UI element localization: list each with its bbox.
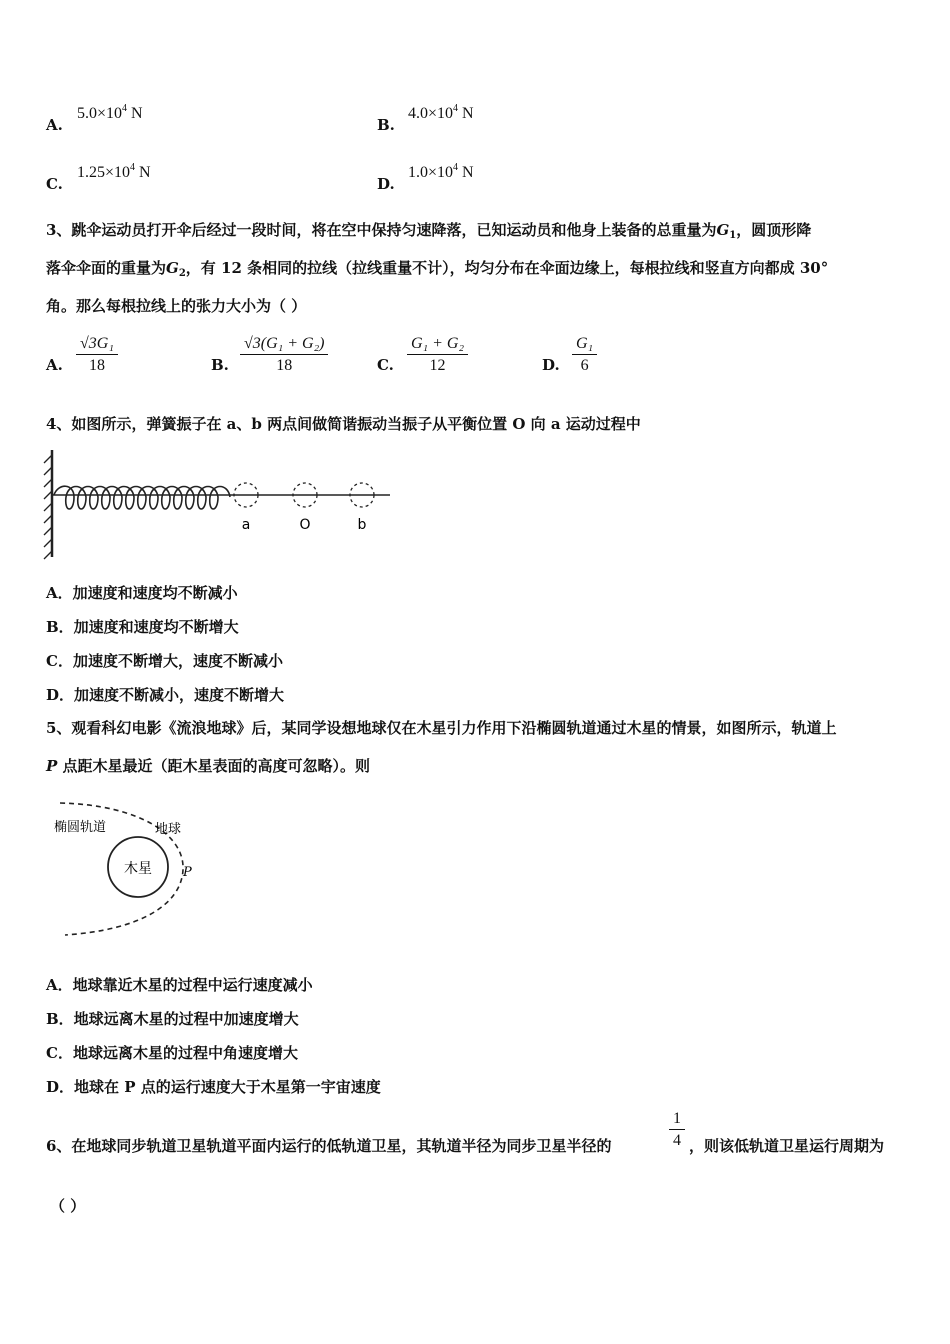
q3-option-b-fraction: $\frac{\text{√3(G₁ + G₂)}}{18}$ — [240, 335, 328, 375]
q2-option-b-value: $4.0\times 10^4$ N — [408, 103, 474, 122]
label-a: a — [241, 517, 251, 533]
q3-option-b-letter: B. — [211, 356, 229, 374]
q3-stem-line2: 落伞伞面的重量为$G_2$，有 12 条相同的拉线（拉线重量不计），均匀分布在伞面边缘上，每根拉线和竖直方向都成 30° — [46, 259, 829, 279]
earth-label: 地球 — [155, 822, 182, 837]
q4-option-d: D．加速度不断减小，速度不断增大 — [46, 686, 285, 704]
q3-option-d-letter: D. — [542, 356, 560, 374]
q4-stem: 4、如图所示，弹簧振子在 a、b 两点间做简谐振动当振子从平衡位置 O 向 a 运动过程中 — [46, 415, 641, 433]
q3-stem-line3: 角。那么每根拉线上的张力大小为（ ） — [46, 297, 307, 315]
q5-option-d: D．地球在 P 点的运行速度大于木星第一宇宙速度 — [46, 1078, 381, 1096]
spring-oscillator-figure — [40, 445, 400, 565]
q3-stem-line1: 3、跳伞运动员打开伞后经过一段时间，将在空中保持匀速降落，已知运动员和他身上装备的总重量为$G_1$，圆顶形降 — [46, 221, 812, 241]
q6-stem-start: 6、在地球同步轨道卫星轨道平面内运行的低轨道卫星，其轨道半径为同步卫星半径的 — [46, 1137, 612, 1155]
q3-option-d-fraction: $\frac{\text{G₁}}{6}$ — [572, 335, 597, 375]
q2-option-a-value: $5.0\times 10^4$ N — [77, 103, 143, 122]
label-o: O — [299, 517, 311, 533]
q6-stem-end: ，则该低轨道卫星运行周期为 — [689, 1137, 885, 1155]
q6-answer-paren: （ ） — [50, 1197, 86, 1215]
q2-option-d-letter: D. — [377, 175, 395, 193]
q5-stem-line1: 5、观看科幻电影《流浪地球》后，某同学设想地球仅在木星引力作用下沿椭圆轨道通过木星的情景，如图所示，轨道上 — [46, 719, 837, 737]
q3-option-c-letter: C. — [377, 356, 394, 374]
q6-fraction: $\frac{1}{4}$ — [669, 1110, 685, 1150]
q5-stem-line2: P 点距木星最近（距木星表面的高度可忽略）。则 — [46, 757, 371, 775]
spring-coil — [54, 486, 230, 509]
q3-option-a-fraction: $\frac{\text{√3G₁}}{18}$ — [76, 335, 118, 375]
q5-option-c: C．地球远离木星的过程中角速度增大 — [46, 1044, 298, 1062]
jupiter-orbit-figure — [40, 795, 220, 945]
q2-option-d-value: $1.0\times 10^4$ N — [408, 162, 474, 181]
q5-option-b: B．地球远离木星的过程中加速度增大 — [46, 1010, 299, 1028]
q2-option-b-letter: B. — [377, 116, 395, 134]
q4-option-a: A．加速度和速度均不断减小 — [46, 584, 238, 602]
q5-option-a: A．地球靠近木星的过程中运行速度减小 — [46, 976, 313, 994]
q2-option-c-value: $1.25\times 10^4$ N — [77, 162, 151, 181]
q2-option-c-letter: C. — [46, 175, 63, 193]
q4-option-c: C．加速度不断增大，速度不断减小 — [46, 652, 283, 670]
q3-option-a-letter: A. — [46, 356, 63, 374]
q2-option-a-letter: A. — [46, 116, 63, 134]
p-label: P — [183, 865, 192, 880]
q4-option-b: B．加速度和速度均不断增大 — [46, 618, 239, 636]
jupiter-label: 木星 — [124, 861, 152, 877]
label-b: b — [357, 517, 367, 533]
q3-option-c-fraction: $\frac{\text{G₁ + G₂}}{12}$ — [407, 335, 468, 375]
orbit-label: 椭圆轨道 — [54, 820, 107, 835]
